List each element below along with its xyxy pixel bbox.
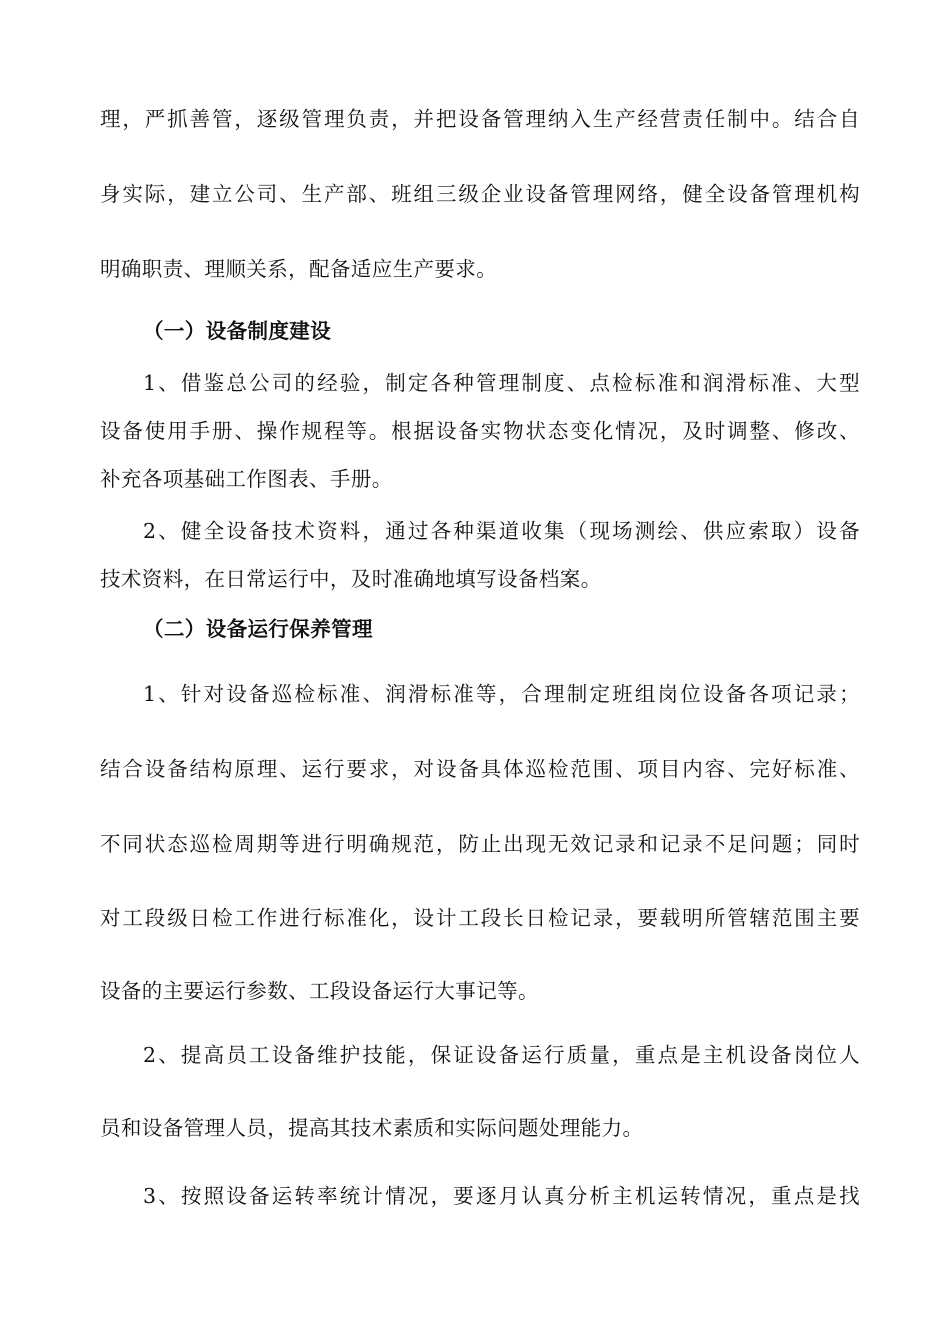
paragraph-line: 1、借鉴总公司的经验，制定各种管理制度、点检标准和润滑标准、大型 — [143, 371, 860, 395]
paragraph-line: 2、提高员工设备维护技能，保证设备运行质量，重点是主机设备岗位人 — [143, 1043, 860, 1067]
paragraph-line: 结合设备结构原理、运行要求，对设备具体巡检范围、项目内容、完好标准、 — [100, 757, 860, 781]
section-heading: （二）设备运行保养管理 — [143, 617, 373, 641]
section-heading: （一）设备制度建设 — [143, 319, 332, 343]
paragraph-line: 理，严抓善管，逐级管理负责，并把设备管理纳入生产经营责任制中。结合自 — [100, 107, 860, 131]
paragraph-line: 设备使用手册、操作规程等。根据设备实物状态变化情况，及时调整、修改、 — [100, 419, 860, 443]
paragraph-line: 设备的主要运行参数、工段设备运行大事记等。 — [100, 979, 539, 1003]
paragraph-line: 员和设备管理人员，提高其技术素质和实际问题处理能力。 — [100, 1116, 644, 1140]
paragraph-line: 明确职责、理顺关系，配备适应生产要求。 — [100, 257, 498, 281]
paragraph-line: 1、针对设备巡检标准、润滑标准等，合理制定班组岗位设备各项记录； — [143, 682, 860, 706]
paragraph-line: 身实际，建立公司、生产部、班组三级企业设备管理网络，健全设备管理机构 — [100, 182, 860, 206]
paragraph-line: 对工段级日检工作进行标准化，设计工段长日检记录，要载明所管辖范围主要 — [100, 906, 860, 930]
paragraph-line: 不同状态巡检周期等进行明确规范，防止出现无效记录和记录不足问题；同时 — [100, 832, 860, 856]
paragraph-line: 补充各项基础工作图表、手册。 — [100, 467, 393, 491]
paragraph-line: 3、按照设备运转率统计情况，要逐月认真分析主机运转情况，重点是找 — [143, 1184, 860, 1208]
paragraph-line: 2、健全设备技术资料，通过各种渠道收集（现场测绘、供应索取）设备 — [143, 519, 860, 543]
paragraph-line: 技术资料，在日常运行中，及时准确地填写设备档案。 — [100, 567, 602, 591]
